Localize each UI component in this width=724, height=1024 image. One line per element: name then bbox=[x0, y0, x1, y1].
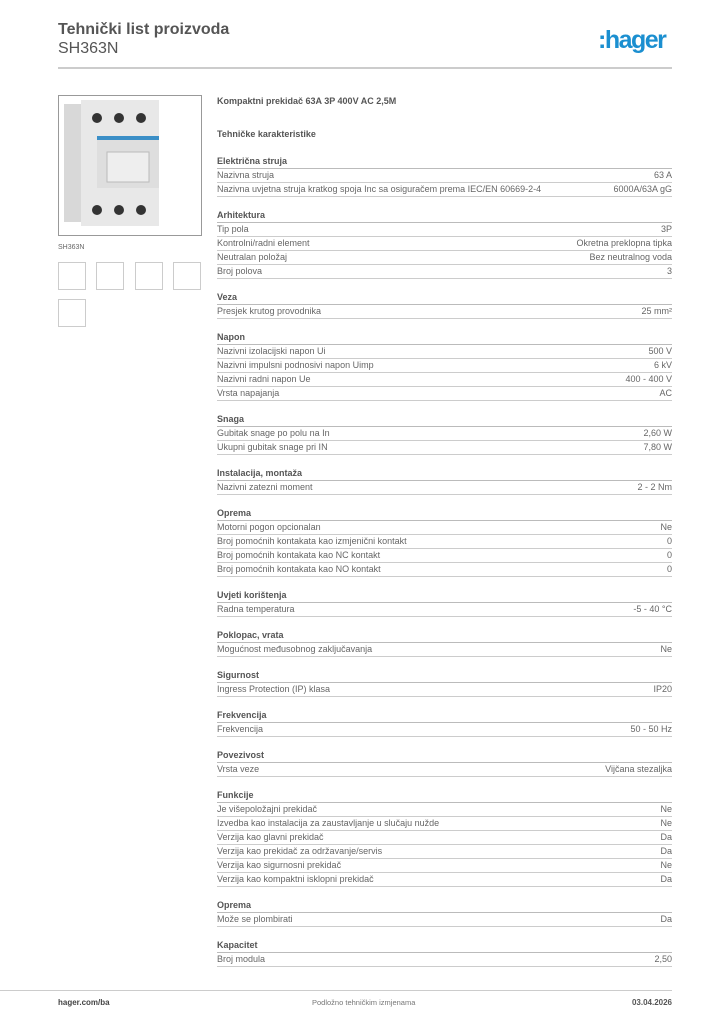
spec-row bbox=[217, 521, 672, 535]
spec-label: Ingress Protection (IP) klasa bbox=[217, 684, 331, 694]
spec-row bbox=[217, 345, 672, 359]
spec-label: Broj modula bbox=[217, 954, 266, 964]
product-title: Kompaktni prekidač 63A 3P 400V AC 2,5M bbox=[217, 96, 397, 106]
thumbnail-side[interactable] bbox=[96, 262, 124, 290]
thumbnail-side-profile[interactable] bbox=[58, 299, 86, 327]
spec-label: Gubitak snage po polu na In bbox=[217, 428, 330, 438]
section-title: Oprema bbox=[217, 899, 672, 913]
spec-value: Da bbox=[660, 832, 672, 842]
spec-row bbox=[217, 237, 672, 251]
spec-row bbox=[217, 359, 672, 373]
spec-label: Verzija kao prekidač za održavanje/servis bbox=[217, 846, 383, 856]
spec-row bbox=[217, 643, 672, 657]
spec-value: Da bbox=[660, 874, 672, 884]
spec-value: 0 bbox=[666, 564, 672, 574]
spec-label: Frekvencija bbox=[217, 724, 264, 734]
page-title: Tehnički list proizvoda bbox=[58, 21, 230, 38]
footer-website-link[interactable]: hager.com/ba bbox=[58, 998, 110, 1007]
thumbnail-front[interactable] bbox=[58, 262, 86, 290]
spec-row bbox=[217, 817, 672, 831]
spec-value: Okretna preklopna tipka bbox=[576, 238, 672, 248]
spec-value: 3 bbox=[666, 266, 672, 276]
spec-value: IP20 bbox=[653, 684, 672, 694]
spec-row bbox=[217, 803, 672, 817]
spec-label: Tip pola bbox=[217, 224, 249, 234]
section-title: Veza bbox=[217, 291, 672, 305]
section-title: Funkcije bbox=[217, 789, 672, 803]
spec-value: 2,50 bbox=[654, 954, 672, 964]
spec-value: 7,80 W bbox=[643, 442, 672, 452]
spec-label: Može se plombirati bbox=[217, 914, 293, 924]
spec-section bbox=[217, 331, 672, 401]
spec-row bbox=[217, 169, 672, 183]
spec-section bbox=[217, 669, 672, 697]
header-divider bbox=[58, 67, 672, 69]
spec-value: Ne bbox=[660, 818, 672, 828]
section-title: Sigurnost bbox=[217, 669, 672, 683]
spec-label: Nazivna struja bbox=[217, 170, 275, 180]
spec-row bbox=[217, 251, 672, 265]
spec-label: Verzija kao glavni prekidač bbox=[217, 832, 324, 842]
spec-section bbox=[217, 209, 672, 279]
spec-label: Izvedba kao instalacija za zaustavljanje u slučaju nužde bbox=[217, 818, 440, 828]
footer-note: Podložno tehničkim izmjenama bbox=[312, 998, 416, 1007]
spec-row bbox=[217, 387, 672, 401]
spec-value: 500 V bbox=[648, 346, 672, 356]
spec-row bbox=[217, 427, 672, 441]
spec-value: AC bbox=[659, 388, 672, 398]
spec-section bbox=[217, 749, 672, 777]
product-code: SH363N bbox=[58, 40, 119, 57]
spec-row bbox=[217, 535, 672, 549]
section-title: Poklopac, vrata bbox=[217, 629, 672, 643]
spec-label: Broj pomoćnih kontakata kao NC kontakt bbox=[217, 550, 381, 560]
hager-logo: :hager bbox=[598, 26, 666, 54]
spec-value: 2,60 W bbox=[643, 428, 672, 438]
spec-label: Vrsta veze bbox=[217, 764, 260, 774]
specifications bbox=[217, 96, 672, 967]
spec-label: Radna temperatura bbox=[217, 604, 295, 614]
spec-value: Bez neutralnog voda bbox=[589, 252, 672, 262]
spec-value: Ne bbox=[660, 522, 672, 532]
spec-row bbox=[217, 183, 672, 197]
spec-row bbox=[217, 563, 672, 577]
section-title: Oprema bbox=[217, 507, 672, 521]
spec-label: Nazivna uvjetna struja kratkog spoja Inc sa osiguračem prema IEC/EN 60669-2-4 bbox=[217, 184, 542, 194]
spec-label: Nazivni radni napon Ue bbox=[217, 374, 311, 384]
spec-row bbox=[217, 441, 672, 455]
spec-value: 6 kV bbox=[653, 360, 672, 370]
switch-disconnector-icon bbox=[59, 96, 201, 235]
spec-section bbox=[217, 709, 672, 737]
spec-row bbox=[217, 481, 672, 495]
spec-value: 3P bbox=[660, 224, 672, 234]
spec-section bbox=[217, 413, 672, 455]
spec-section bbox=[217, 789, 672, 887]
spec-section bbox=[217, 589, 672, 617]
footer-date: 03.04.2026 bbox=[631, 998, 672, 1007]
spec-label: Broj pomoćnih kontakata kao NO kontakt bbox=[217, 564, 381, 574]
spec-value: Da bbox=[660, 846, 672, 856]
spec-label: Verzija kao sigurnosni prekidač bbox=[217, 860, 342, 870]
spec-row bbox=[217, 953, 672, 967]
spec-value: Ne bbox=[660, 644, 672, 654]
spec-row bbox=[217, 603, 672, 617]
spec-section bbox=[217, 467, 672, 495]
spec-label: Broj pomoćnih kontakata kao izmjenični kontakt bbox=[217, 536, 407, 546]
spec-value: 2 - 2 Nm bbox=[637, 482, 672, 492]
spec-section bbox=[217, 939, 672, 967]
spec-value: 0 bbox=[666, 536, 672, 546]
spec-label: Nazivni zatezni moment bbox=[217, 482, 313, 492]
spec-label: Vrsta napajanja bbox=[217, 388, 280, 398]
spec-row bbox=[217, 723, 672, 737]
section-title: Arhitektura bbox=[217, 209, 672, 223]
section-title: Električna struja bbox=[217, 155, 672, 169]
spec-label: Motorni pogon opcionalan bbox=[217, 522, 321, 532]
section-title: Kapacitet bbox=[217, 939, 672, 953]
spec-label: Je višepoložajni prekidač bbox=[217, 804, 318, 814]
image-caption: SH363N bbox=[58, 244, 85, 251]
spec-row bbox=[217, 373, 672, 387]
spec-label: Broj polova bbox=[217, 266, 263, 276]
spec-label: Mogućnost međusobnog zaključavanja bbox=[217, 644, 373, 654]
spec-row bbox=[217, 859, 672, 873]
spec-value: 25 mm² bbox=[641, 306, 672, 316]
spec-row bbox=[217, 763, 672, 777]
spec-value: 63 A bbox=[653, 170, 672, 180]
spec-value: Da bbox=[660, 914, 672, 924]
section-title: Instalacija, montaža bbox=[217, 467, 672, 481]
spec-row bbox=[217, 831, 672, 845]
spec-value: 6000A/63A gG bbox=[613, 184, 672, 194]
spec-row bbox=[217, 683, 672, 697]
spec-section bbox=[217, 899, 672, 927]
spec-value: Vijčana stezaljka bbox=[605, 764, 672, 774]
specs-title: Tehničke karakteristike bbox=[217, 129, 316, 139]
spec-row bbox=[217, 223, 672, 237]
spec-value: -5 - 40 °C bbox=[633, 604, 672, 614]
spec-label: Neutralan položaj bbox=[217, 252, 288, 262]
spec-label: Kontrolni/radni element bbox=[217, 238, 310, 248]
spec-row bbox=[217, 913, 672, 927]
spec-label: Nazivni impulsni podnosivi napon Uimp bbox=[217, 360, 374, 370]
spec-section bbox=[217, 507, 672, 577]
spec-label: Ukupni gubitak snage pri IN bbox=[217, 442, 328, 452]
section-title: Povezivost bbox=[217, 749, 672, 763]
spec-section bbox=[217, 629, 672, 657]
product-image[interactable] bbox=[58, 95, 202, 236]
spec-row bbox=[217, 873, 672, 887]
spec-label: Verzija kao kompaktni isklopni prekidač bbox=[217, 874, 374, 884]
section-title: Napon bbox=[217, 331, 672, 345]
spec-value: Ne bbox=[660, 804, 672, 814]
spec-row bbox=[217, 305, 672, 319]
spec-row bbox=[217, 265, 672, 279]
spec-label: Presjek krutog provodnika bbox=[217, 306, 322, 316]
section-title: Uvjeti korištenja bbox=[217, 589, 672, 603]
spec-section bbox=[217, 155, 672, 197]
thumbnail-module[interactable] bbox=[135, 262, 163, 290]
footer-divider bbox=[0, 990, 672, 991]
thumbnail-profile[interactable] bbox=[173, 262, 201, 290]
spec-section bbox=[217, 291, 672, 319]
section-title: Frekvencija bbox=[217, 709, 672, 723]
spec-label: Nazivni izolacijski napon Ui bbox=[217, 346, 326, 356]
spec-row bbox=[217, 549, 672, 563]
spec-value: Ne bbox=[660, 860, 672, 870]
section-title: Snaga bbox=[217, 413, 672, 427]
spec-value: 400 - 400 V bbox=[625, 374, 672, 384]
spec-value: 50 - 50 Hz bbox=[630, 724, 672, 734]
spec-row bbox=[217, 845, 672, 859]
spec-value: 0 bbox=[666, 550, 672, 560]
